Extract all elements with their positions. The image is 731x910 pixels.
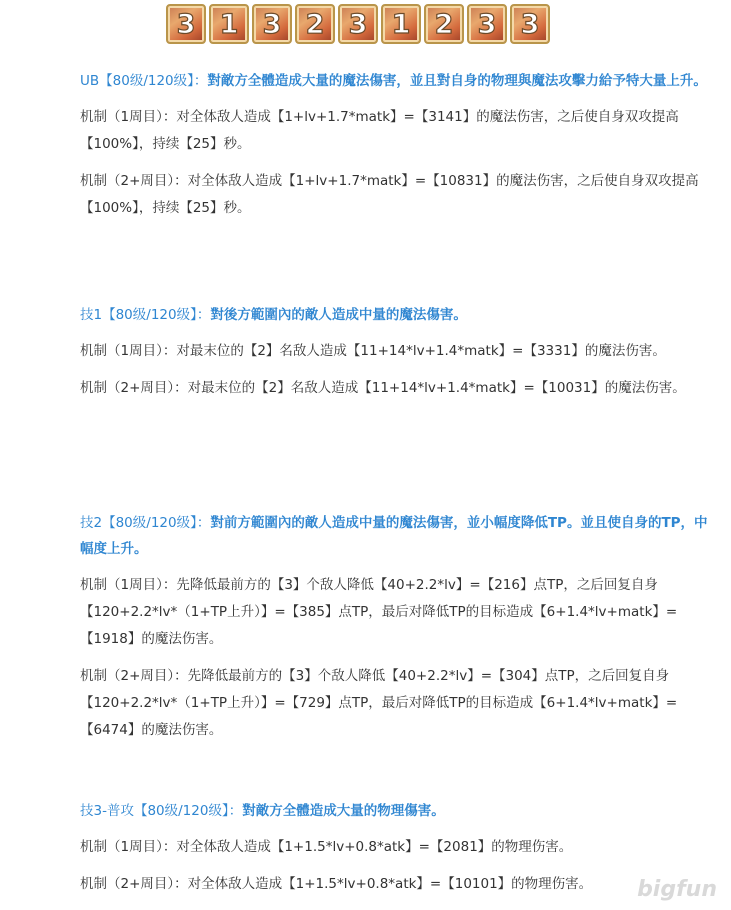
star-rank-icon-6: 1 xyxy=(381,4,421,44)
star-rank-icon-9: 3 xyxy=(510,4,550,44)
mechanic-cycle-1: 机制（1周目）：对全体敌人造成【1+1.5*lv+0.8*atk】=【2081】的物理伤害。 xyxy=(80,839,573,855)
mechanic-cycle-1: 机制（1周目）：对全体敌人造成【1+lv+1.7*matk】=【3141】的魔法伤害，之后使自身双攻提高【100%】，持续【25】秒。 xyxy=(80,109,679,152)
mechanic-cycle-1: 机制（1周目）：对最末位的【2】名敌人造成【11+14*lv+1.4*matk】=【3331】的魔法伤害。 xyxy=(80,343,666,359)
mechanic-cycle-2: 机制（2+周目）：对全体敌人造成【1+1.5*lv+0.8*atk】=【10101】的物理伤害。 xyxy=(80,876,593,892)
star-rank-icon-2: 1 xyxy=(209,4,249,44)
star-icon-row xyxy=(166,4,550,44)
skill-1 xyxy=(80,302,710,402)
mechanic-cycle-2: 机制（2+周目）：先降低最前方的【3】个敌人降低【40+2.2*lv】=【304】点TP，之后回复自身【120+2.2*lv*（1+TP上升）】=【729】点TP，最后对降低TP的目标造成【6+1.4*lv+matk】=【6474】的魔法伤害。 xyxy=(80,668,678,738)
watermark-logo: bigfun xyxy=(637,877,717,902)
skill-2 xyxy=(80,510,710,744)
mechanic-cycle-2: 机制（2+周目）：对最末位的【2】名敌人造成【11+14*lv+1.4*matk】=【10031】的魔法伤害。 xyxy=(80,380,686,396)
mechanic-cycle-2: 机制（2+周目）：对全体敌人造成【1+lv+1.7*matk】=【10831】的魔法伤害，之后使自身双攻提高【100%】，持续【25】秒。 xyxy=(80,173,699,216)
skill-ub xyxy=(80,68,710,222)
star-rank-icon-3: 3 xyxy=(252,4,292,44)
skill-heading: 技3-普攻【80级/120级】：對敵方全體造成大量的物理傷害。 xyxy=(80,803,445,819)
skill-heading: 技1【80级/120级】：對後方範圍內的敵人造成中量的魔法傷害。 xyxy=(80,307,467,323)
skill-heading: UB【80级/120级】：對敵方全體造成大量的魔法傷害，並且對自身的物理與魔法攻擊力給予特大量上升。 xyxy=(80,73,707,89)
mechanic-cycle-1: 机制（1周目）：先降低最前方的【3】个敌人降低【40+2.2*lv】=【216】点TP，之后回复自身【120+2.2*lv*（1+TP上升）】=【385】点TP，最后对降低TP的目标造成【6+1.4*lv+matk】=【1918】的魔法伤害。 xyxy=(80,577,678,647)
star-rank-icon-4: 2 xyxy=(295,4,335,44)
star-rank-icon-1: 3 xyxy=(166,4,206,44)
star-rank-icon-7: 2 xyxy=(424,4,464,44)
star-rank-icon-5: 3 xyxy=(338,4,378,44)
skill-heading: 技2【80级/120级】：對前方範圍內的敵人造成中量的魔法傷害，並小幅度降低TP。並且使自身的TP，中幅度上升。 xyxy=(80,515,708,557)
star-rank-icon-8: 3 xyxy=(467,4,507,44)
skill-3-normal-attack xyxy=(80,798,710,898)
